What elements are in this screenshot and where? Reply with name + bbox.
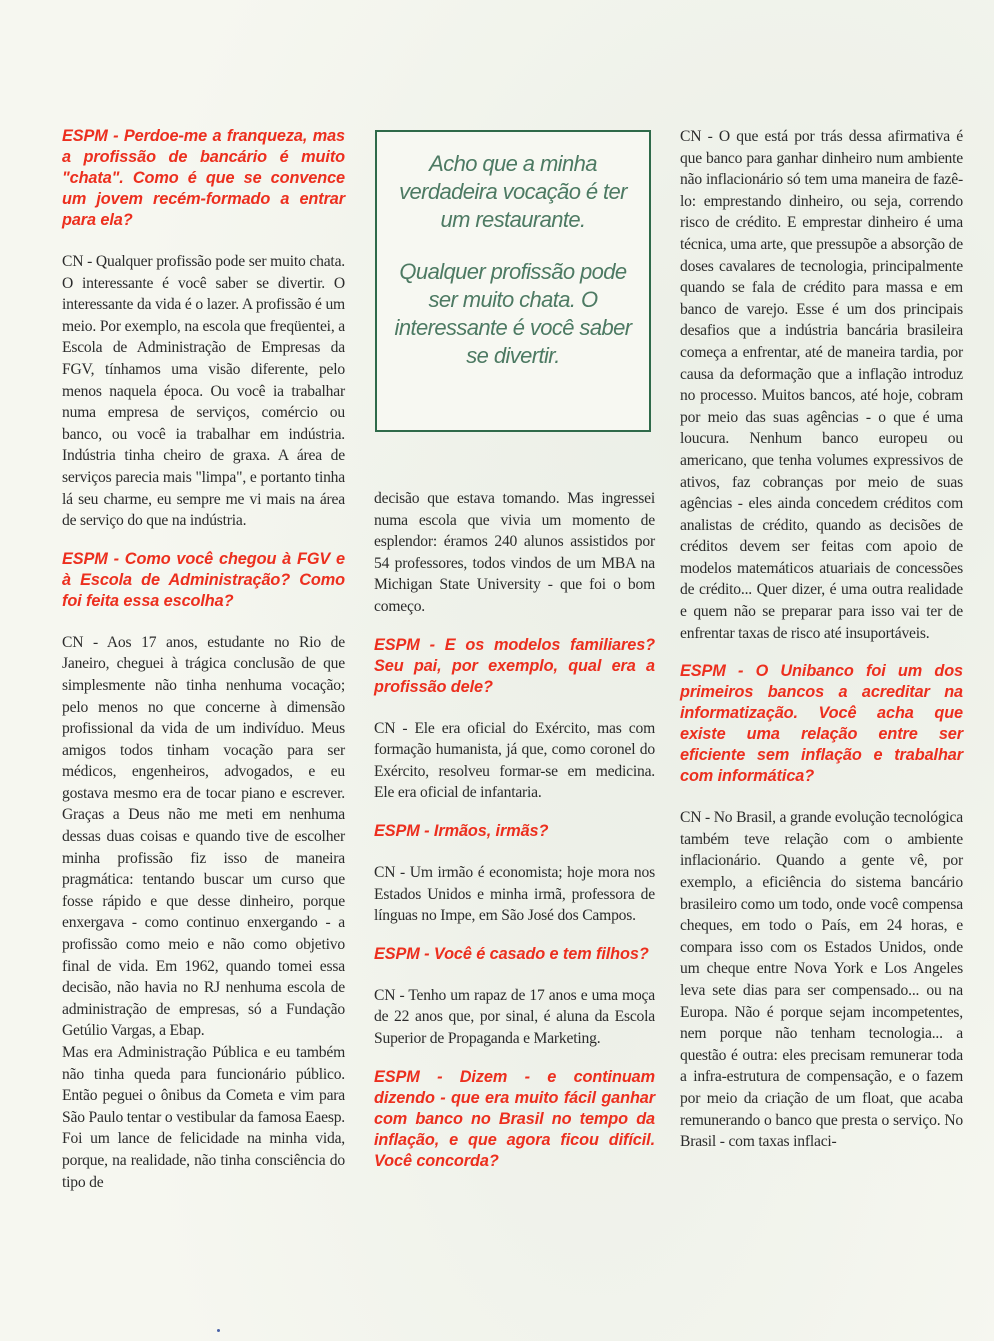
interview-question: ESPM - Irmãos, irmãs? <box>374 821 549 840</box>
print-speck <box>217 1329 220 1332</box>
pull-quote-text: Acho que a minha verdadeira vocação é ter um restaurante. <box>399 151 627 232</box>
interview-answer-continued: Mas era Administração Pública e eu também não tinha queda para funcionário público. Então peguei o ônibus da Cometa e vim para São Paulo tentar o vestibular da famosa Eaesp. Foi um lance de felicidade na minha vida, porque, na realidade, não tinha consciência do tipo de <box>62 1044 345 1191</box>
pull-quote-box <box>375 130 651 432</box>
interview-answer: CN - Tenho um rapaz de 17 anos e uma moça de 22 anos que, por sinal, é aluna da Escola Superior de Propaganda e Marketing. <box>374 986 655 1047</box>
interview-question: ESPM - Perdoe-me a franqueza, mas a profissão de bancário é muito "chata". Como é que se convence um jovem recém-formado a entrar para ela? <box>62 127 345 229</box>
middle-column <box>374 488 655 1192</box>
right-column <box>680 126 963 1170</box>
interview-question: ESPM - Você é casado e tem filhos? <box>374 944 649 963</box>
interview-answer-continued: decisão que estava tomando. Mas ingressei numa escola que vivia um momento de esplendor: éramos 240 alunos assistidos por 54 professores, todos vindos de um MBA na Michigan State University - que foi o bom começo. <box>374 490 655 615</box>
pull-quote-text: Qualquer profissão pode ser muito chata. O interessante é você saber se divertir. <box>394 259 632 368</box>
interview-question: ESPM - O Unibanco foi um dos primeiros bancos a acreditar na informatização. Você acha que existe uma relação entre ser eficiente sem inflação e trabalhar com informática? <box>680 662 963 786</box>
interview-answer: CN - Qualquer profissão pode ser muito chata. O interessante é você saber se divertir. O interessante da vida é o lazer. A profissão é um meio. Por exemplo, na escola que freqüentei, a Escola de Administração de Empresas da FGV, tínhamos uma visão diferente, pelo menos naquela época. Ou você ia trabalhar numa empresa de serviços, comércio ou banco, ou você ia trabalhar em indústria. Indústria tinha cheiro de graxa. A área de serviços parecia mais "limpa", e portanto tinha lá seu charme, eu sempre me vi mais na área de serviço do que na indústria. <box>62 253 345 530</box>
left-column <box>62 126 345 1210</box>
interview-answer: CN - Ele era oficial do Exército, mas com formação humanista, já que, como coronel do Exército, resolveu formar-se em medicina. Ele era oficial de infantaria. <box>374 719 655 802</box>
interview-question: ESPM - E os modelos familiares? Seu pai, por exemplo, qual era a profissão dele? <box>374 635 655 696</box>
interview-question: ESPM - Como você chegou à FGV e à Escola de Administração? Como foi feita essa escolha? <box>62 549 345 610</box>
interview-answer: CN - No Brasil, a grande evolução tecnológica também teve relação com o ambiente inflacionário. Quando a gente vê, por exemplo, a eficiência do sistema bancário brasileiro como um todo, onde você compensa cheques, em todo o País, em 24 horas, e compara isso com os Estados Unidos, onde um cheque entre Nova York e Los Angeles leva sete dias para ser compensado... ou na Europa. Não é porque sejam incompetentes, nem porque não tenham tecnologia... a questão é outra: eles precisam remunerar toda a infra-estrutura de compensação, e o fazem por meio da criação de um float, que acaba remunerando o banco que presta o serviço. No Brasil - com taxas inflaci- <box>680 809 963 1151</box>
interview-answer: CN - O que está por trás dessa afirmativa é que banco para ganhar dinheiro num ambiente não inflacionário só tem uma maneira de fazê-lo: emprestando dinheiro, ou seja, correndo risco de crédito. E emprestar dinheiro é uma técnica, uma arte, que pressupõe a absorção de doses cavalares de tecnologia, principalmente quando se fala de crédito para massa e em banco de varejo. Esse é um dos principais desafios que a indústria bancária brasileira começa a enfrentar, até de maneira tardia, por causa da deformação que a inflação introduz no processo. Muitos bancos, até hoje, cobram por meio das suas agências - o que é uma loucura. Nenhum banco europeu ou americano, que tenha volumes expressivos de ativos, faz cobranças por meio de suas agências - eles ainda concedem créditos com analistas de crédito, quando as decisões de créditos devem ser feitas com apoio de modelos matemáticos atuariais de concessões de crédito... Quer dizer, é uma outra realidade e quem não se preparar para isso vai ter de enfrentar taxas de risco até insuportáveis. <box>680 128 963 642</box>
interview-question: ESPM - Dizem - e continuam dizendo - que era muito fácil ganhar com banco no Brasil no tempo da inflação, e que agora ficou difícil. Você concorda? <box>374 1067 655 1170</box>
interview-answer: CN - Um irmão é economista; hoje mora nos Estados Unidos e minha irmã, professora de línguas no Impe, em São José dos Campos. <box>374 863 655 925</box>
interview-answer: CN - Aos 17 anos, estudante no Rio de Janeiro, cheguei à trágica conclusão de que simplesmente não tinha nenhuma vocação; pelo menos no que concerne à dimensão profissional da vida de um indivíduo. Meus amigos todos tinham vocação para ser médicos, engenheiros, advogados, e eu gostava mesmo era de tocar piano e escrever. Graças a Deus não me meti em nenhuma dessas duas coisas e quando tive de escolher minha profissão fiz isso de maneira pragmática: tentando buscar um curso que fosse rápido e que desse dinheiro, porque enxergava - como continuo enxergando - a profissão como meio e não como objetivo final de vida. Em 1962, quando tomei essa decisão, não havia no RJ nenhuma escola de administração de empresas, só a Fundação Getúlio Vargas, a Ebap. <box>62 633 345 1040</box>
